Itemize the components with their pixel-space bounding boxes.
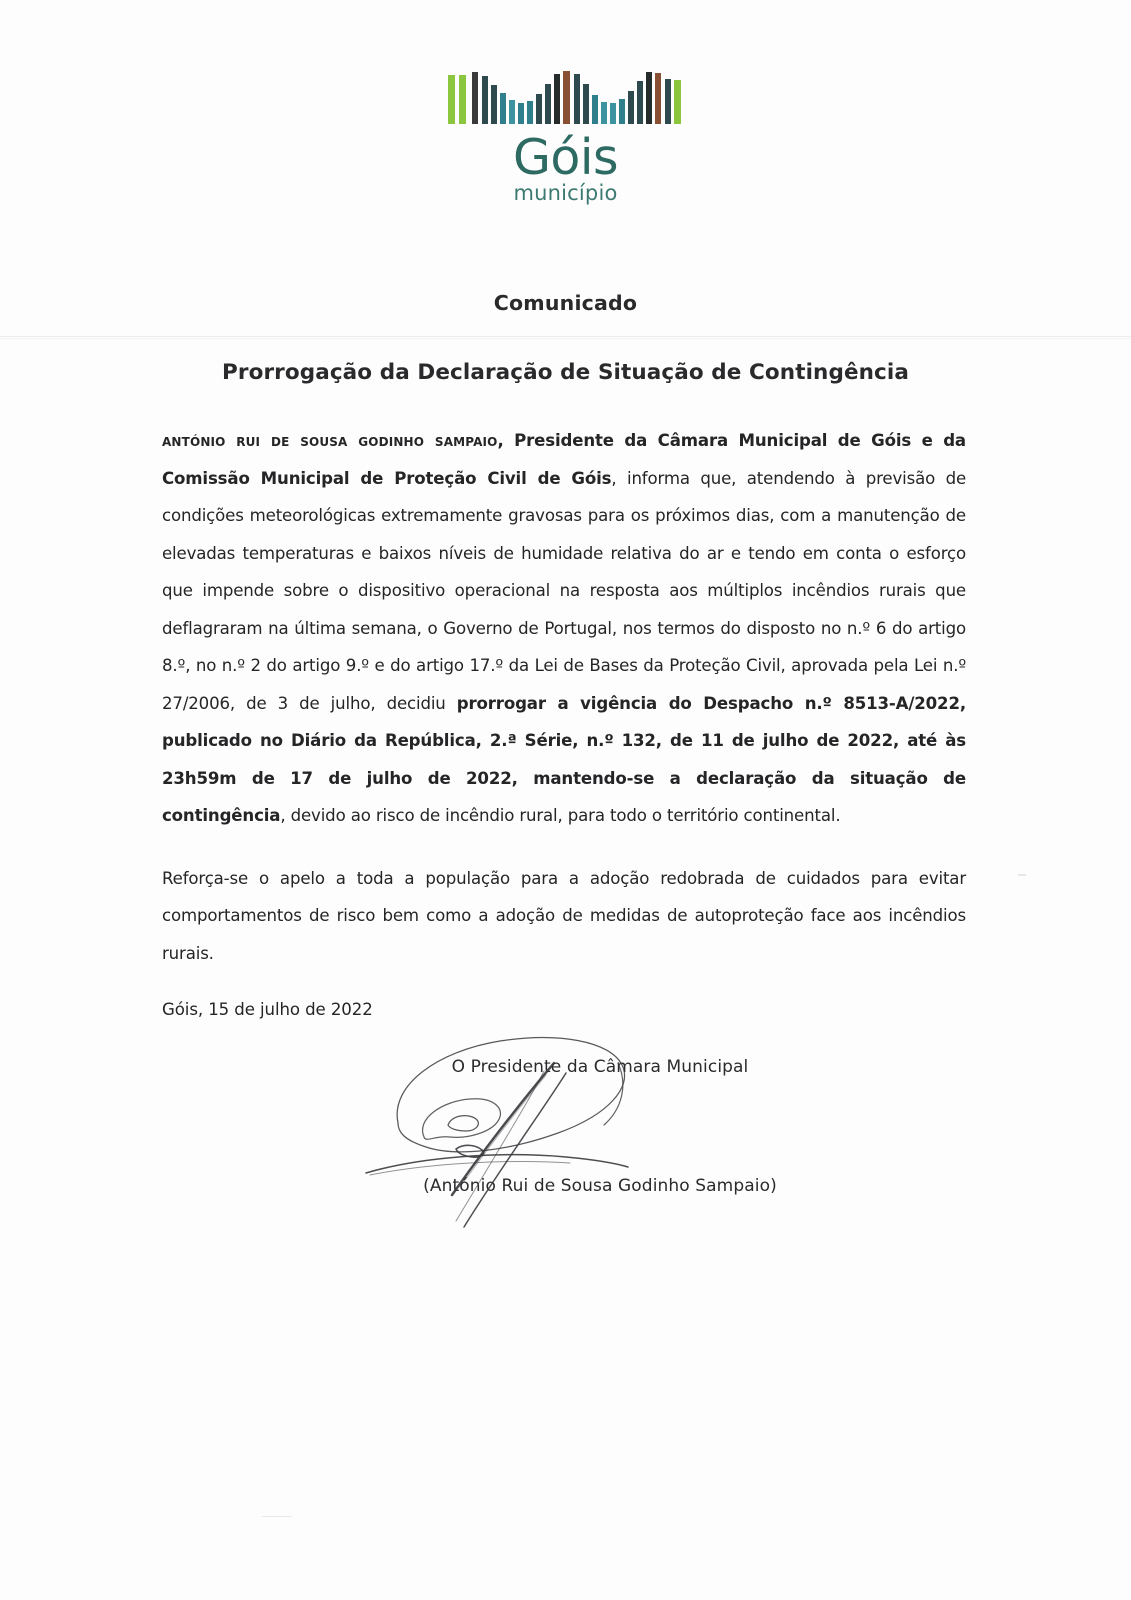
page-title: Comunicado (493, 291, 638, 315)
logo-submark: município (513, 181, 618, 206)
municipality-logo (0, 68, 1131, 205)
signer-role-inline: , Presidente da Câmara Municipal de Góis e da Comissão Municipal de Proteção Civil de Góis (162, 431, 966, 488)
logo-bar-0 (448, 75, 455, 124)
logo-wordmark: Góis (512, 129, 619, 186)
paragraph-declaration (162, 422, 966, 835)
logo-bar-24 (674, 80, 681, 124)
logo-bar-11 (554, 74, 560, 124)
place-and-date: Góis, 15 de julho de 2022 (162, 1000, 373, 1019)
logo-bar-19 (628, 91, 634, 124)
logo-bar-13 (574, 74, 580, 124)
logo-bar-6 (509, 100, 515, 124)
logo-bar-18 (619, 99, 625, 124)
logo-bar-5 (500, 93, 506, 124)
logo-bar-17 (610, 103, 616, 124)
logo-bar-4 (491, 85, 497, 124)
logo-bar-1 (459, 75, 466, 124)
scan-edge-speck (262, 1516, 292, 1517)
logo-bar-20 (637, 81, 643, 124)
scan-artifact-line (0, 336, 1131, 337)
scan-edge-speck (1018, 874, 1026, 876)
signature-block (300, 1035, 900, 1255)
document-body (162, 422, 966, 972)
logo-bar-8 (527, 101, 533, 124)
scan-artifact-line-secondary (0, 338, 1131, 339)
paragraph-appeal: Reforça-se o apelo a toda a população para a adoção redobrada de cuidados para evitar comportamentos de risco bem como a adoção de medidas de autoproteção face aos incêndios rurais. (162, 868, 966, 963)
logo-bar-7 (518, 103, 524, 124)
logo-bar-15 (592, 95, 598, 124)
logo-bar-3 (482, 76, 488, 124)
bridge-arches-icon (448, 68, 684, 124)
signer-name-inline: antónio rui de sousa godinho sampaio (162, 431, 498, 450)
signature-name: (António Rui de Sousa Godinho Sampaio) (423, 1176, 777, 1196)
logo-bar-16 (601, 102, 607, 124)
logo-bar-22 (655, 73, 661, 124)
logo-bar-9 (536, 94, 542, 124)
declaration-bold-b: prorrogar a vigência do Despacho n.º 8513-A/2022, publicado no Diário da República, 2.ª Série, n.º 132, de 11 de julho de 2022, até às 23h59m de 17 de julho de 2022, mantendo-se a declaração da situação de contingência (162, 693, 966, 825)
logo-bar-12 (563, 71, 570, 124)
logo-bar-10 (545, 84, 551, 124)
logo-bar-2 (472, 72, 478, 124)
logo-bar-23 (665, 79, 671, 124)
declaration-text-c: , devido ao risco de incêndio rural, para todo o território continental. (280, 806, 841, 825)
logo-bar-14 (583, 84, 589, 124)
declaration-text-a: , informa que, atendendo à previsão de condições meteorológicas extremamente gravosas para os próximos dias, com a manutenção de elevadas temperaturas e baixos níveis de humidade relativa do ar e tendo em conta o esforço que impende sobre o dispositivo operacional na resposta aos múltiplos incêndios rurais que deflagraram na última semana, o Governo de Portugal, nos termos do disposto no n.º 6 do artigo 8.º, no n.º 2 do artigo 9.º e do artigo 17.º da Lei de Bases da Proteção Civil, aprovada pela Lei n.º 27/2006, de 3 de julho, decidiu (162, 468, 967, 713)
signature-title: O Presidente da Câmara Municipal (451, 1057, 749, 1077)
logo-bar-21 (646, 72, 652, 124)
page-subtitle: Prorrogação da Declaração de Situação de Contingência (222, 360, 909, 385)
